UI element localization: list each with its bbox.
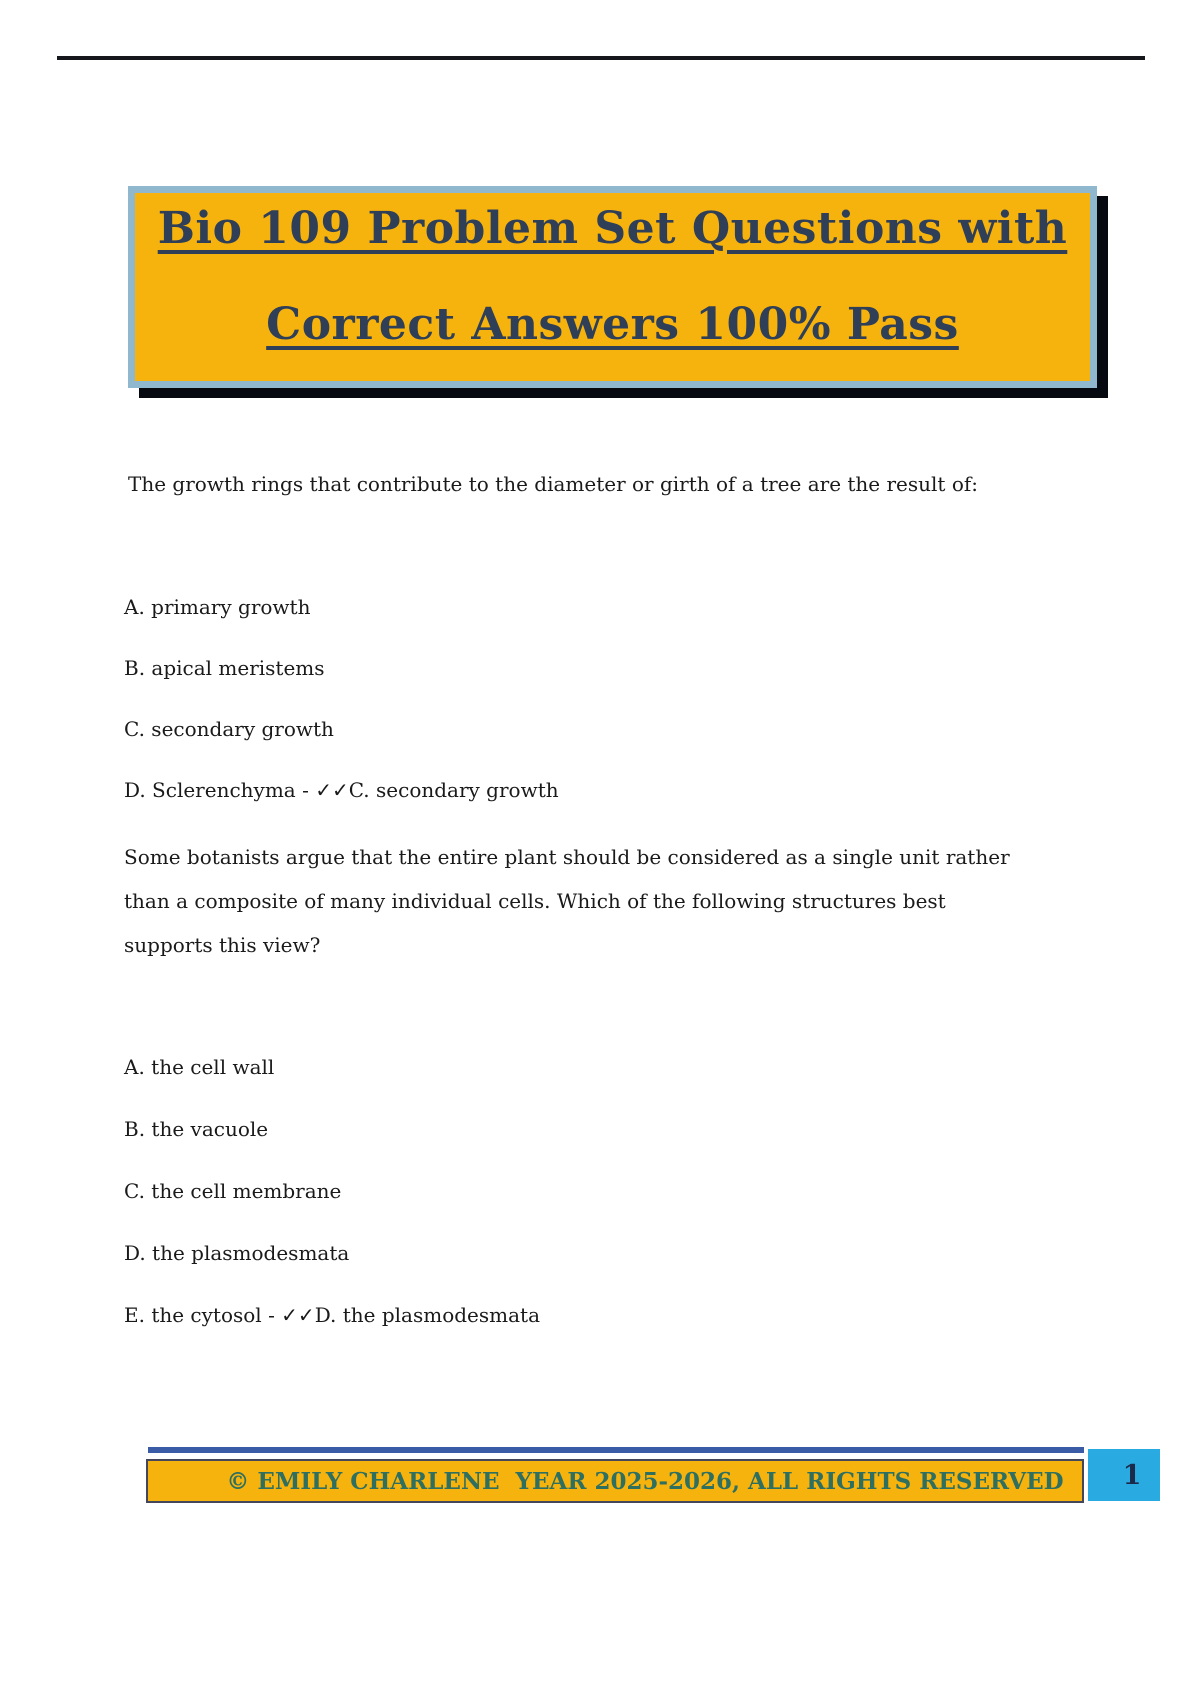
- question-2-options: [124, 1053, 540, 1329]
- answer-option-e-with-correct-answer: E. the cytosol - ✓✓D. the plasmodesmata: [124, 1303, 540, 1327]
- answer-option-c: C. secondary growth: [124, 717, 334, 741]
- copyright-bar: [146, 1459, 1084, 1503]
- footer-rule: [148, 1447, 1084, 1453]
- copyright-text: © EMILY CHARLENE YEAR 2025-2026, ALL RIGHTS RESERVED: [226, 1467, 1064, 1495]
- title-banner: [128, 186, 1097, 388]
- question-2-text: [124, 835, 1010, 967]
- answer-option-b: B. the vacuole: [124, 1117, 269, 1141]
- header-rule: [57, 56, 1145, 60]
- question-1-text: The growth rings that contribute to the diameter or girth of a tree are the result of:: [128, 472, 979, 496]
- answer-option-a: A. the cell wall: [124, 1055, 275, 1079]
- document-title-line-1: Bio 109 Problem Set Questions with: [157, 203, 1068, 254]
- page-number-box: [1088, 1449, 1160, 1501]
- answer-option-d-with-correct-answer: D. Sclerenchyma - ✓✓C. secondary growth: [124, 778, 559, 802]
- question-2-line-1: Some botanists argue that the entire plant should be considered as a single unit rather: [124, 845, 1010, 869]
- page-number: 1: [1122, 1459, 1142, 1491]
- answer-option-d: D. the plasmodesmata: [124, 1241, 350, 1265]
- question-2-line-3: supports this view?: [124, 933, 321, 957]
- answer-option-a: A. primary growth: [124, 595, 311, 619]
- answer-option-b: B. apical meristems: [124, 656, 325, 680]
- question-2-line-2: than a composite of many individual cells. Which of the following structures best: [124, 889, 946, 913]
- document-title-line-2: Correct Answers 100% Pass: [266, 299, 959, 350]
- answer-option-c: C. the cell membrane: [124, 1179, 342, 1203]
- question-1-options: [124, 593, 559, 804]
